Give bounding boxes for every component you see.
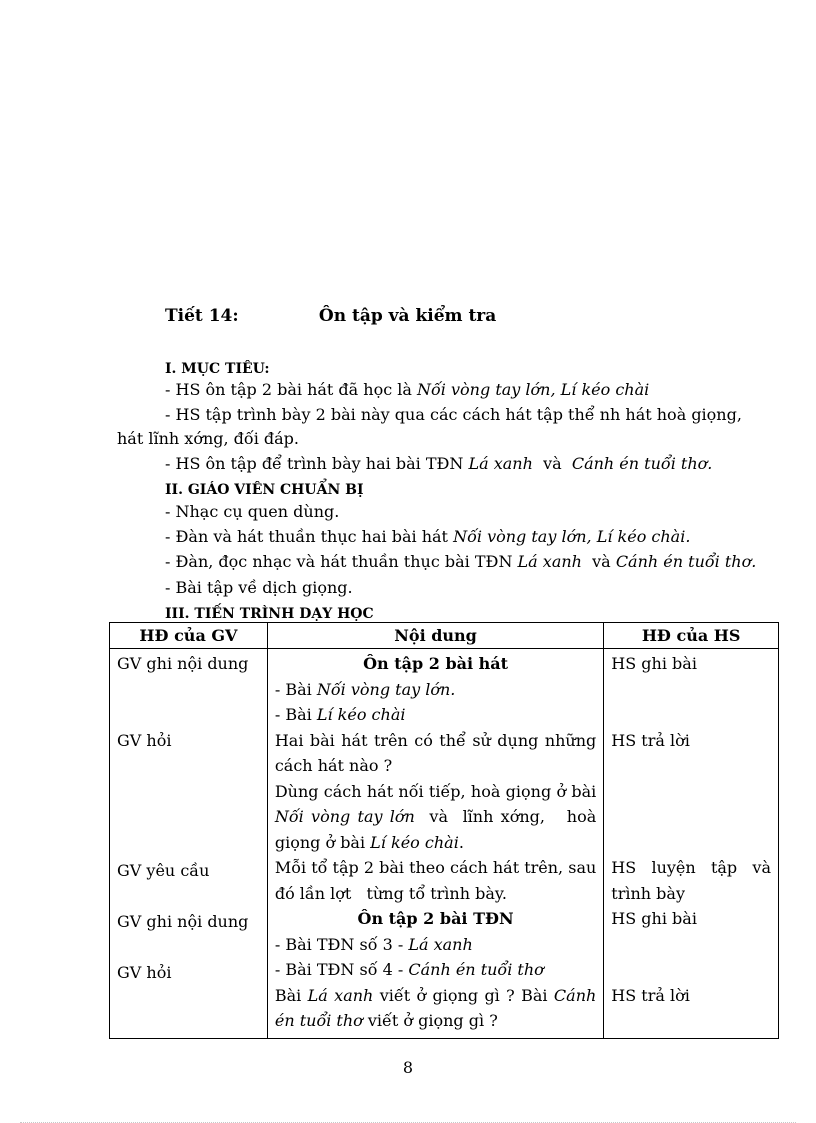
content-request: đó lần lợt từng tổ trình bày. bbox=[274, 883, 507, 903]
content-heading-songs: Ôn tập 2 bài hát bbox=[363, 654, 509, 673]
prep-line-4: - Bài tập về dịch giọng. bbox=[165, 578, 353, 597]
teacher-activity: GV yêu cầu bbox=[117, 861, 210, 880]
content-answer: giọng ở bài Lí kéo chài. bbox=[274, 832, 464, 852]
student-activity: trình bày bbox=[611, 883, 685, 903]
prep-line-2: - Đàn và hát thuần thục hai bài hát Nối vòng tay lớn, Lí kéo chài. bbox=[165, 527, 691, 546]
content-question: Hai bài hát trên có thể sử dụng những bbox=[274, 730, 597, 750]
student-activity: HS trả lời bbox=[611, 730, 690, 750]
lesson-topic: Ôn tập và kiểm tra bbox=[318, 306, 497, 326]
content-item: - Bài TĐN số 4 - Cánh én tuổi thơ bbox=[274, 960, 544, 979]
header-content: Nội dung bbox=[267, 623, 603, 649]
student-activity-cell bbox=[604, 649, 779, 1039]
table-row bbox=[110, 649, 779, 1039]
teacher-activity: GV ghi nội dung bbox=[117, 654, 249, 673]
content-answer: Nối vòng tay lớn và lĩnh xớng, hoà bbox=[274, 807, 597, 826]
objective-line-2: - HS tập trình bày 2 bài này qua các cách hát tập thể nh hát hoà giọng, bbox=[165, 405, 742, 424]
content-item: - Bài TĐN số 3 - Lá xanh bbox=[274, 934, 473, 954]
student-activity: HS luyện tập và bbox=[611, 858, 771, 877]
teacher-activity: GV hỏi bbox=[117, 730, 172, 750]
content-answer: Dùng cách hát nối tiếp, hoà giọng ở bài bbox=[274, 781, 597, 801]
section-preparation-heading: II. GIÁO VIÊN CHUẨN BỊ bbox=[165, 482, 364, 498]
content-question: cách hát nào ? bbox=[274, 756, 393, 775]
content-request: Mỗi tổ tập 2 bài theo cách hát trên, sau bbox=[274, 858, 597, 877]
header-teacher-activity: HĐ của GV bbox=[110, 623, 268, 649]
content-cell bbox=[267, 649, 603, 1039]
student-activity: HS trả lời bbox=[611, 985, 690, 1005]
lesson-table bbox=[109, 622, 779, 1039]
content-item: - Bài Nối vòng tay lớn. bbox=[274, 679, 456, 699]
teacher-activity: GV hỏi bbox=[117, 963, 172, 982]
content-question: én tuổi thơ viết ở giọng gì ? bbox=[274, 1011, 498, 1030]
student-activity: HS ghi bài bbox=[611, 909, 697, 928]
content-item: - Bài Lí kéo chài bbox=[274, 705, 406, 724]
objective-line-1: - HS ôn tập 2 bài hát đã học là Nối vòng tay lớn, Lí kéo chài bbox=[165, 380, 650, 399]
page-number: 8 bbox=[402, 1058, 414, 1077]
header-student-activity: HĐ của HS bbox=[604, 623, 779, 649]
lesson-number: Tiết 14: bbox=[165, 306, 239, 326]
objective-line-4: - HS ôn tập để trình bày hai bài TĐN Lá xanh và Cánh én tuổi thơ. bbox=[165, 454, 713, 473]
prep-line-3: - Đàn, đọc nhạc và hát thuần thục bài TĐN Lá xanh và Cánh én tuổi thơ. bbox=[165, 552, 757, 571]
student-activity: HS ghi bài bbox=[611, 654, 697, 673]
section-process-heading: III. TIẾN TRÌNH DẠY HỌC bbox=[165, 606, 374, 622]
section-objectives-heading: I. MỤC TIÊU: bbox=[165, 361, 270, 377]
content-heading-tdn: Ôn tập 2 bài TĐN bbox=[357, 909, 514, 928]
lesson-title bbox=[165, 306, 496, 326]
content-question: Bài Lá xanh viết ở giọng gì ? Bài Cánh bbox=[274, 985, 597, 1005]
table-header-row bbox=[110, 623, 779, 649]
teacher-activity-cell bbox=[110, 649, 268, 1039]
prep-line-1: - Nhạc cụ quen dùng. bbox=[165, 502, 340, 521]
teacher-activity: GV ghi nội dung bbox=[117, 912, 249, 931]
objective-line-3: hát lĩnh xớng, đối đáp. bbox=[117, 429, 300, 448]
